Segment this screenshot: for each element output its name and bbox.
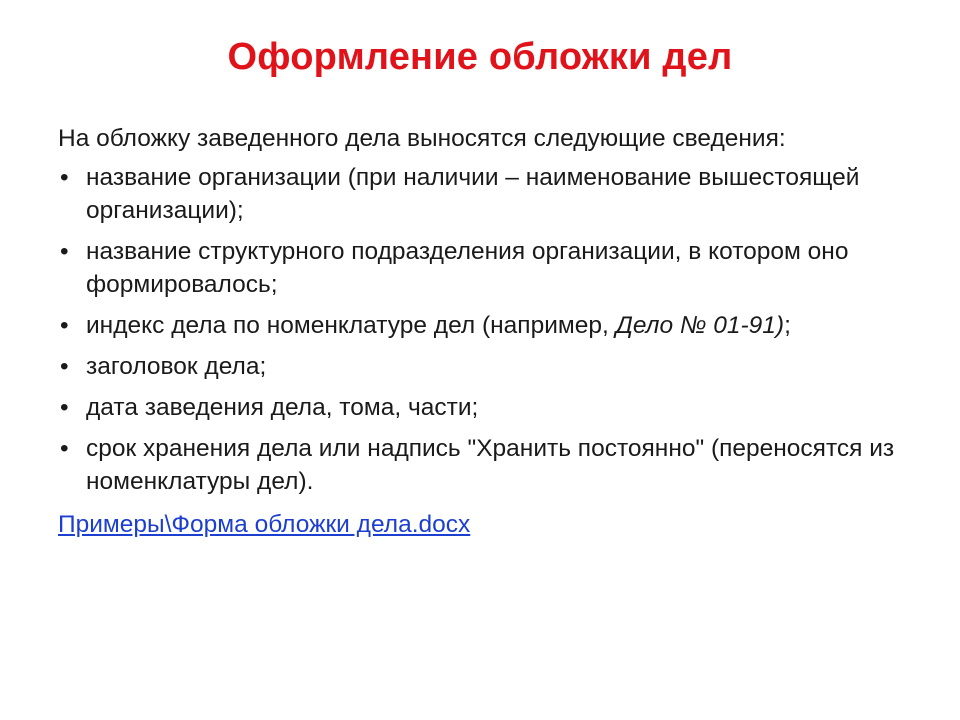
list-item-text: заголовок дела; [86,353,267,380]
slide-content [58,122,918,541]
bullet-icon: • [60,394,69,421]
list-item-text: название организации (при наличии – наименование вышестоящей организации); [86,164,860,224]
slide-title: Оформление обложки дел [227,36,733,78]
list-item [58,235,918,301]
document-link[interactable]: Примеры\Форма обложки дела.docx [58,511,471,538]
list-item-text: индекс дела по номенклатуре дел (например, [86,312,616,339]
bullet-icon: • [60,312,69,339]
list-item [58,309,918,342]
list-item-text-end: ; [784,312,791,339]
bullet-list [58,161,918,498]
list-item-text: название структурного подразделения организации, в котором оно формировалось; [86,238,849,298]
list-item [58,161,918,227]
bullet-icon: • [60,238,69,265]
list-item [58,432,918,498]
bullet-icon: • [60,353,69,380]
list-item-text: дата заведения дела, тома, части; [86,394,479,421]
list-item [58,350,918,383]
intro-text: На обложку заведенного дела выносятся следующие сведения: [58,125,786,152]
bullet-icon: • [60,435,69,462]
bullet-icon: • [60,164,69,191]
list-item [58,391,918,424]
list-item-example: Дело № 01-91) [615,312,785,339]
list-item-text: срок хранения дела или надпись "Хранить постоянно" (переносятся из номенклатуры дел). [86,435,895,495]
